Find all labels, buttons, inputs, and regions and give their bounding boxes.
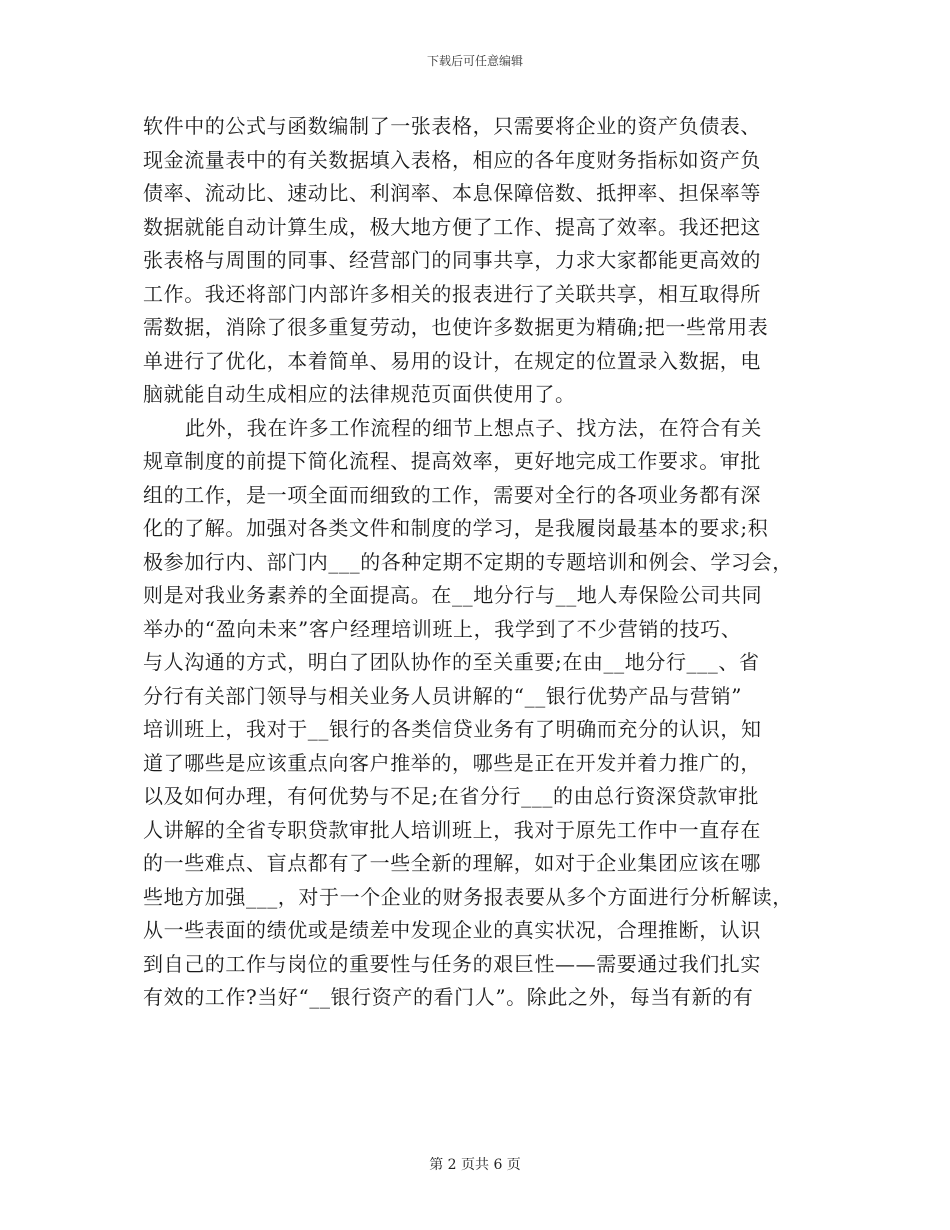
text-line: 现金流量表中的有关数据填入表格，相应的各年度财务指标如资产负 <box>143 147 761 172</box>
text-line: 从一些表面的绩优或是绩差中发现企业的真实状况，合理推断，认识 <box>143 918 761 942</box>
text-line: 分行有关部门领导与相关业务人员讲解的“__银行优势产品与营销” <box>143 683 743 708</box>
text-line: 则是对我业务素养的全面提高。在__地分行与__地人寿保险公司共同 <box>143 583 763 607</box>
text-line: 人讲解的全省专职贷款审批人培训班上，我对于原先工作中一直存在 <box>143 817 761 842</box>
text-line: 有效的工作?当好“__银行资产的看门人”。除此之外，每当有新的有 <box>143 985 754 1009</box>
text-line: 需数据，消除了很多重复劳动，也使许多数据更为精确;把一些常用表 <box>143 315 769 339</box>
text-line: 工作。我还将部门内部许多相关的报表进行了关联共享，相互取得所 <box>143 281 761 306</box>
text-line: 些地方加强___，对于一个企业的财务报表要从多个方面进行分析解读， <box>143 884 793 909</box>
text-line: 培训班上，我对于__银行的各类信贷业务有了明确而充分的认识，知 <box>143 717 762 741</box>
text-line: 数据就能自动计算生成，极大地方便了工作、提高了效率。我还把这 <box>143 214 761 239</box>
page-number: 第 2 页共 6 页 <box>429 1157 521 1173</box>
page-header: 下载后可任意编辑 <box>426 54 523 68</box>
text-line: 债率、流动比、速动比、利润率、本息保障倍数、抵押率、担保率等 <box>143 181 761 205</box>
paragraph-start-line: 此外，我在许多工作流程的细节上想点子、找方法，在符合有关 <box>185 415 762 440</box>
text-line: 极参加行内、部门内___的各种定期不定期的专题培训和例会、学习会， <box>143 549 793 574</box>
text-line: 道了哪些是应该重点向客户推举的，哪些是正在开发并着力推广的， <box>143 750 761 775</box>
document-body <box>143 110 813 1015</box>
text-line: 到自己的工作与岗位的重要性与任务的艰巨性——需要通过我们扎实 <box>143 951 761 976</box>
text-line: 张表格与周围的同事、经营部门的同事共享，力求大家都能更高效的 <box>143 248 761 272</box>
text-line: 单进行了优化，本着简单、易用的设计，在规定的位置录入数据，电 <box>143 348 761 373</box>
text-line: 与人沟通的方式，明白了团队协作的至关重要;在由__地分行___、省 <box>143 650 760 674</box>
text-line: 的一些难点、盲点都有了一些全新的理解，如对于企业集团应该在哪 <box>143 851 761 875</box>
text-line: 脑就能自动生成相应的法律规范页面供使用了。 <box>143 382 576 406</box>
text-line: 规章制度的前提下简化流程、提高效率，更好地完成工作要求。审批 <box>143 449 761 473</box>
text-line: 举办的“盈向未来”客户经理培训班上，我学到了不少营销的技巧、 <box>143 616 742 641</box>
text-line: 以及如何办理，有何优势与不足;在省分行___的由总行资深贷款审批 <box>143 784 759 808</box>
text-line: 软件中的公式与函数编制了一张表格，只需要将企业的资产负债表、 <box>143 114 761 138</box>
text-line: 组的工作，是一项全面而细致的工作，需要对全行的各项业务都有深 <box>143 482 761 507</box>
text-line: 化的了解。加强对各类文件和制度的学习，是我履岗最基本的要求;积 <box>143 516 769 540</box>
